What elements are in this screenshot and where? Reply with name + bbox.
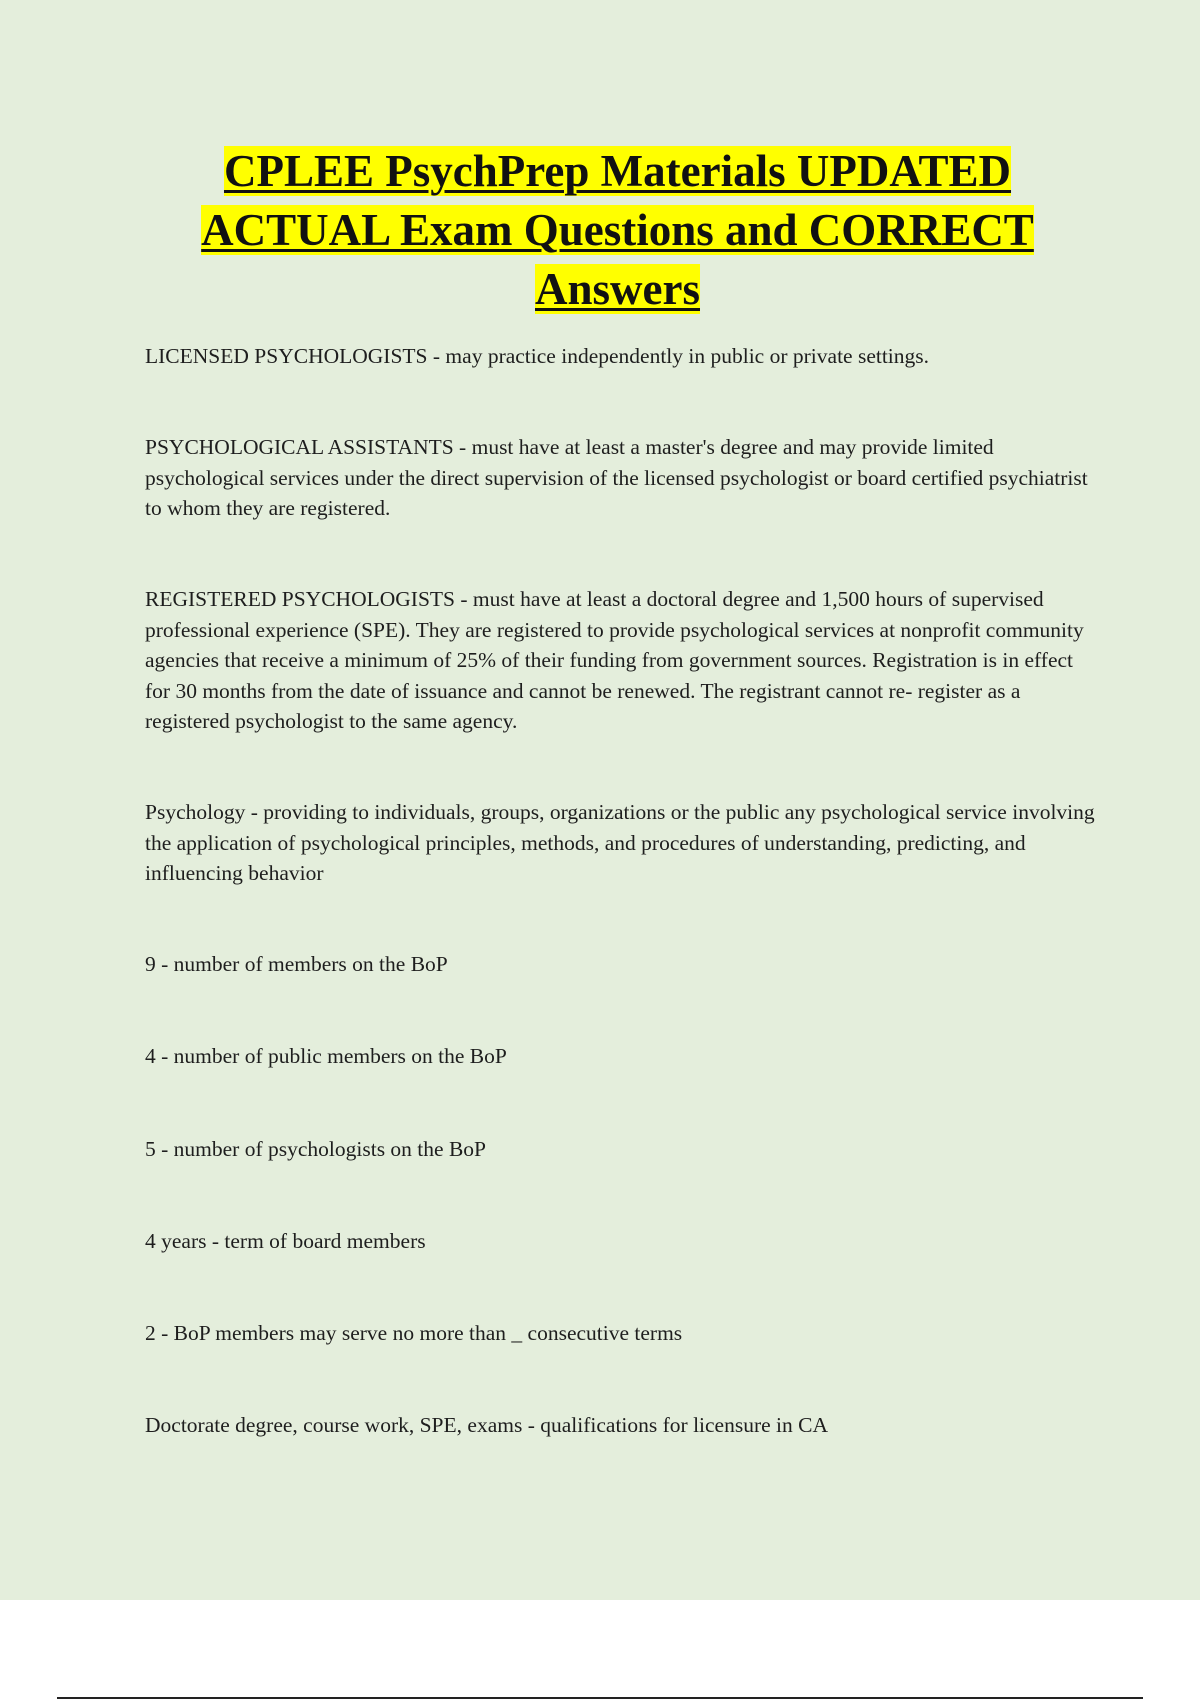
qa-entry-public-members: 4 - number of public members on the BoP [145, 1044, 507, 1068]
document-title-text: CPLEE PsychPrep Materials UPDATED ACTUAL Exam Questions and CORRECT Answers [201, 146, 1034, 314]
document-title [150, 142, 1085, 319]
qa-entry-psychology-definition: Psychology - providing to individuals, groups, organizations or the public any psychological service involving the application of psychological principles, methods, and procedures of understanding, predicting, and influencing behavior [145, 800, 1095, 885]
qa-entry-board-term: 4 years - term of board members [145, 1229, 426, 1253]
qa-entry-licensed-psychologists: LICENSED PSYCHOLOGISTS - may practice independently in public or private settings. [145, 344, 930, 368]
qa-entry-licensure-qualifications: Doctorate degree, course work, SPE, exams - qualifications for licensure in CA [145, 1413, 829, 1437]
qa-entry-registered-psychologists: REGISTERED PSYCHOLOGISTS - must have at least a doctoral degree and 1,500 hours of supervised professional experience (SPE). They are registered to provide psychological services at nonprofit community agencies that receive a minimum of 25% of their funding from government sources. Registration is in effect for 30 months from the date of issuance and cannot be renewed. The registrant cannot re- register as a registered psychologist to the same agency. [145, 587, 1084, 733]
qa-entry-bop-members: 9 - number of members on the BoP [145, 952, 448, 976]
qa-entry-psychologist-members: 5 - number of psychologists on the BoP [145, 1137, 486, 1161]
qa-list [145, 341, 1095, 1441]
qa-entry-psychological-assistants: PSYCHOLOGICAL ASSISTANTS - must have at least a master's degree and may provide limited psychological services under the direct supervision of the licensed psychologist or board certified psychiatrist to whom they are registered. [145, 435, 1088, 520]
qa-entry-consecutive-terms: 2 - BoP members may serve no more than _ consecutive terms [145, 1321, 683, 1345]
page-footer-rule [57, 1697, 1143, 1699]
